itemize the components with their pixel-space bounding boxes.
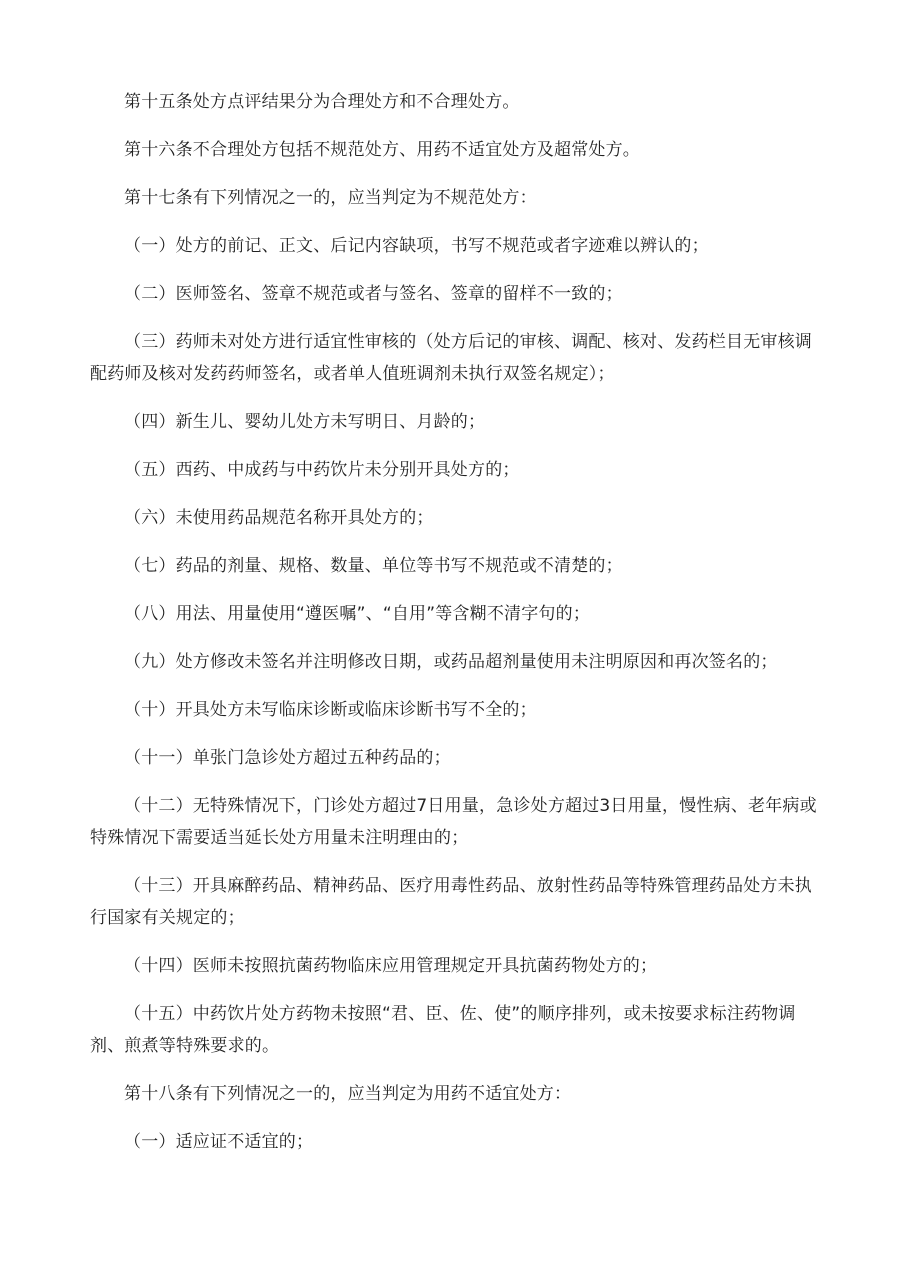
paragraph-item-7: （七）药品的剂量、规格、数量、单位等书写不规范或不清楚的； — [124, 556, 623, 576]
paragraph-item-11: （十一）单张门急诊处方超过五种药品的； — [124, 748, 451, 768]
paragraph-item-13: （十三）开具麻醉药品、精神药品、医疗用毒性药品、放射性药品等特殊管理药品处方未执行国家有关规定的； — [90, 876, 812, 928]
paragraph-item-12: （十二）无特殊情况下，门诊处方超过7日用量，急诊处方超过3日用量，慢性病、老年病或特殊情况下需要适当延长处方用量未注明理由的； — [90, 796, 817, 848]
paragraph-item-8: （八）用法、用量使用“遵医嘱”、“自用”等含糊不清字句的； — [124, 604, 591, 624]
paragraph-article-18-item-1: （一）适应证不适宜的； — [124, 1132, 314, 1152]
paragraph-article-17: 第十七条有下列情况之一的，应当判定为不规范处方： — [124, 188, 537, 208]
paragraph-item-14: （十四）医师未按照抗菌药物临床应用管理规定开具抗菌药物处方的； — [124, 956, 658, 976]
paragraph-item-6: （六）未使用药品规范名称开具处方的； — [124, 508, 434, 528]
paragraph-item-4: （四）新生儿、婴幼儿处方未写明日、月龄的； — [124, 412, 486, 432]
paragraph-article-18: 第十八条有下列情况之一的，应当判定为用药不适宜处方： — [124, 1084, 572, 1104]
paragraph-item-1: （一）处方的前记、正文、后记内容缺项，书写不规范或者字迹难以辨认的； — [124, 236, 709, 256]
paragraph-article-16: 第十六条不合理处方包括不规范处方、用药不适宜处方及超常处方。 — [124, 140, 640, 160]
paragraph-item-15: （十五）中药饮片处方药物未按照“君、臣、佐、使”的顺序排列，或未按要求标注药物调剂、煎煮等特殊要求的。 — [90, 1004, 796, 1056]
paragraph-item-10: （十）开具处方未写临床诊断或临床诊断书写不全的； — [124, 700, 537, 720]
paragraph-item-2: （二）医师签名、签章不规范或者与签名、签章的留样不一致的； — [124, 284, 623, 304]
paragraph-item-3: （三）药师未对处方进行适宜性审核的（处方后记的审核、调配、核对、发药栏目无审核调配药师及核对发药药师签名，或者单人值班调剂未执行双签名规定）； — [90, 332, 812, 384]
paragraph-item-9: （九）处方修改未签名并注明修改日期，或药品超剂量使用未注明原因和再次签名的； — [124, 652, 778, 672]
paragraph-article-15: 第十五条处方点评结果分为合理处方和不合理处方。 — [124, 92, 520, 112]
paragraph-item-5: （五）西药、中成药与中药饮片未分别开具处方的； — [124, 460, 520, 480]
document-body — [90, 86, 820, 1174]
